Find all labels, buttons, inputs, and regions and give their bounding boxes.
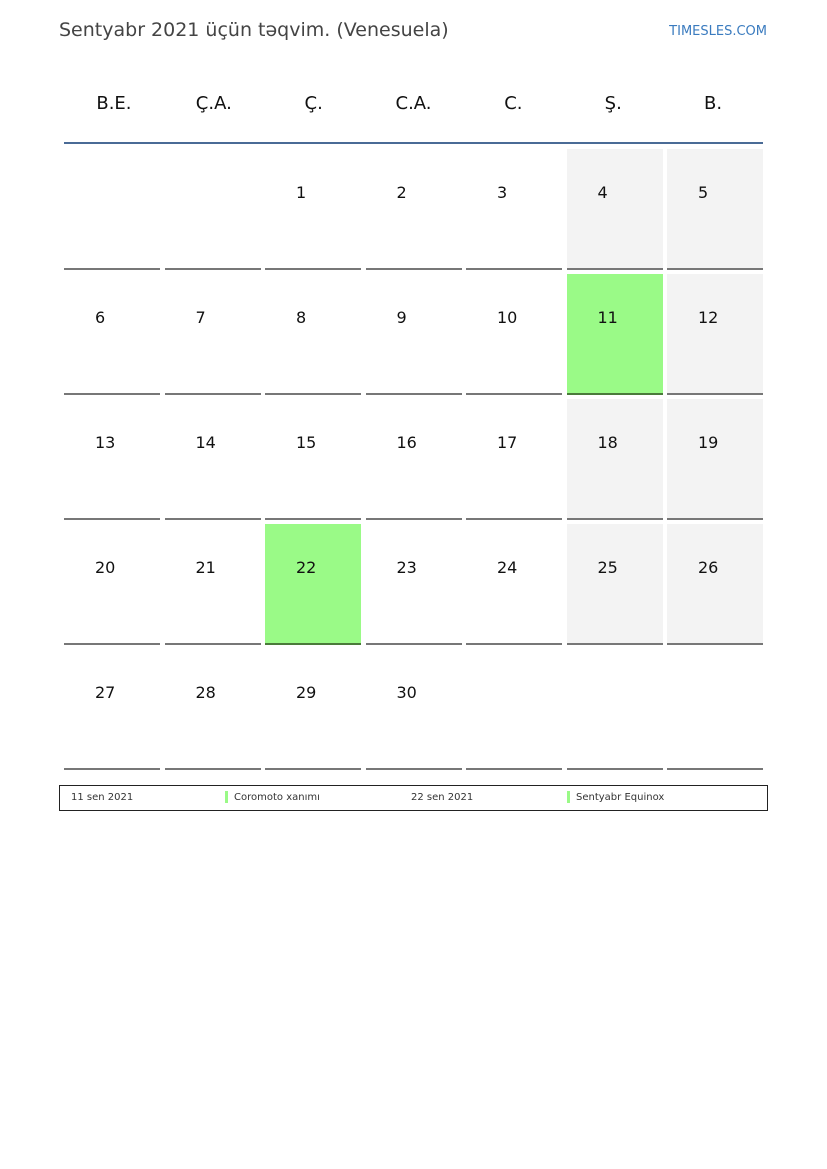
day-number: 22 (296, 558, 317, 577)
day-number: 15 (296, 433, 317, 452)
day-cell (466, 274, 562, 395)
calendar-week (64, 649, 768, 770)
day-cell (165, 649, 261, 770)
day-cell (64, 149, 160, 270)
day-cell (366, 399, 462, 520)
day-cell (466, 399, 562, 520)
day-number: 3 (497, 183, 508, 202)
legend-holiday-name: Coromoto xanımı (234, 792, 320, 803)
day-cell (64, 274, 160, 395)
day-number: 8 (296, 308, 307, 327)
day-cell (366, 274, 462, 395)
day-cell-weekend (567, 524, 663, 645)
day-number: 23 (396, 558, 417, 577)
weekday-tuesday: Ç.A. (195, 93, 232, 114)
day-cell-holiday (265, 524, 361, 645)
day-cell-holiday (567, 274, 663, 395)
day-number: 26 (698, 558, 719, 577)
day-number: 17 (497, 433, 518, 452)
weekday-monday: B.E. (96, 93, 132, 114)
weekday-header (64, 88, 763, 120)
day-cell-empty (567, 649, 663, 770)
day-number: 28 (195, 683, 216, 702)
day-cell (265, 399, 361, 520)
day-cell (265, 274, 361, 395)
day-cell (366, 649, 462, 770)
day-number: 2 (396, 183, 407, 202)
day-number: 7 (195, 308, 206, 327)
day-cell-weekend (667, 274, 763, 395)
day-cell-weekend (667, 149, 763, 270)
calendar-week (64, 149, 768, 270)
day-number: 6 (95, 308, 106, 327)
day-cell (265, 149, 361, 270)
weekday-thursday: C.A. (395, 93, 432, 114)
day-number: 5 (698, 183, 709, 202)
weekday-saturday: Ş. (604, 93, 622, 114)
weekday-sunday: B. (704, 93, 723, 114)
day-number: 20 (95, 558, 116, 577)
day-number: 4 (597, 183, 608, 202)
day-cell (366, 149, 462, 270)
site-link[interactable]: TIMESLES.COM (669, 24, 767, 39)
legend-date: 22 sen 2021 (411, 792, 474, 803)
calendar-week (64, 524, 768, 645)
calendar-grid (64, 149, 768, 774)
day-number: 21 (195, 558, 216, 577)
day-cell (165, 399, 261, 520)
day-number: 25 (597, 558, 618, 577)
calendar-week (64, 274, 768, 395)
day-cell-weekend (667, 524, 763, 645)
holiday-legend (59, 785, 768, 811)
day-number: 30 (396, 683, 417, 702)
day-number: 9 (396, 308, 407, 327)
day-cell (366, 524, 462, 645)
day-number: 12 (698, 308, 719, 327)
day-number: 18 (597, 433, 618, 452)
day-cell (265, 649, 361, 770)
day-cell (165, 274, 261, 395)
calendar-week (64, 399, 768, 520)
day-cell-weekend (567, 149, 663, 270)
page-title: Sentyabr 2021 üçün təqvim. (Venesuela) (59, 19, 449, 41)
day-number: 13 (95, 433, 116, 452)
day-number: 27 (95, 683, 116, 702)
weekday-wednesday: Ç. (304, 93, 323, 114)
day-number: 16 (396, 433, 417, 452)
day-cell-empty (667, 649, 763, 770)
day-cell-weekend (667, 399, 763, 520)
legend-date: 11 sen 2021 (71, 792, 134, 803)
day-cell (165, 149, 261, 270)
day-cell (64, 524, 160, 645)
day-cell (64, 649, 160, 770)
day-number: 1 (296, 183, 307, 202)
weekday-friday: C. (504, 93, 523, 114)
day-number: 14 (195, 433, 216, 452)
header-divider (64, 142, 763, 144)
day-cell (165, 524, 261, 645)
day-cell (64, 399, 160, 520)
day-number: 19 (698, 433, 719, 452)
day-cell-weekend (567, 399, 663, 520)
day-cell (466, 524, 562, 645)
day-number: 29 (296, 683, 317, 702)
day-number: 24 (497, 558, 518, 577)
legend-holiday-name: Sentyabr Equinox (576, 792, 665, 803)
day-cell (466, 149, 562, 270)
day-number: 10 (497, 308, 518, 327)
day-number: 11 (597, 308, 618, 327)
day-cell-empty (466, 649, 562, 770)
